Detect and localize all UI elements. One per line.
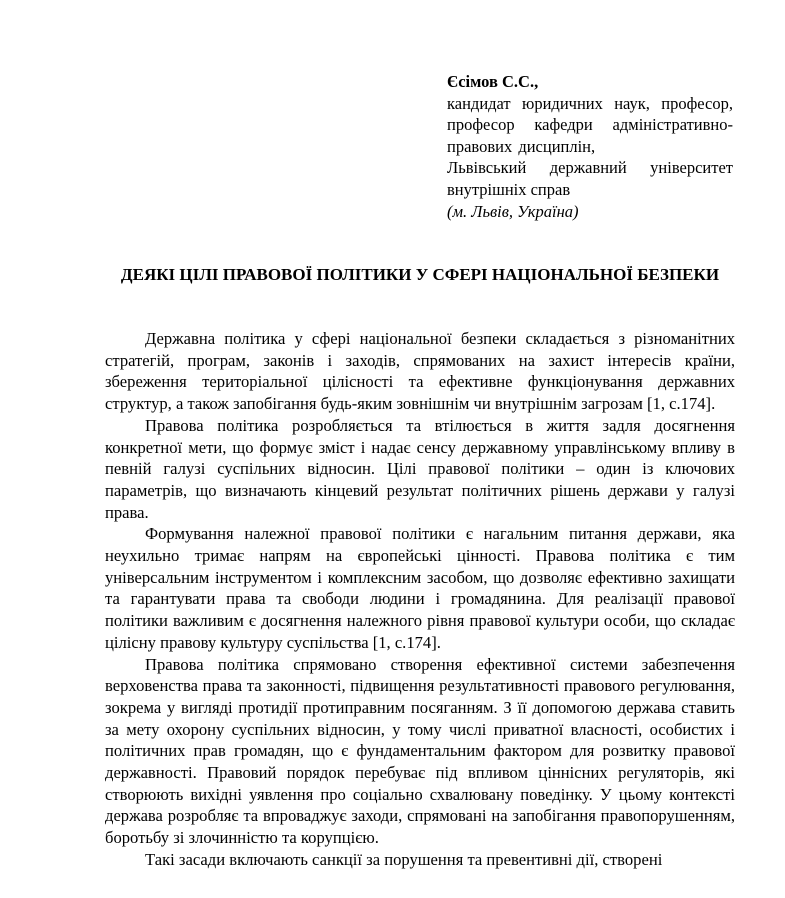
author-name: Єсімов С.С., [447, 72, 539, 91]
author-degree: кандидат юридичних наук, професор, професор кафедри адміністративно-правових дисциплін, [447, 93, 733, 156]
paragraph-4: Правова політика спрямовано створення ефективної системи забезпечення верховенства права та законності, підвищення результативності правового регулювання, зокрема у вигляді протидії протиправним посяганням. З її допомогою держава ставить за мету охорону суспільних відносин, у тому числі приватної власності, особистих і політичних прав громадян, що є фундаментальним фактором для розвитку правової державності. Правовий порядок перебуває під впливом ціннісних регуляторів, які створюють вихідні уявлення про соціально схвалювану поведінку. У цьому контексті держава розробляє та впроваджує заходи, спрямовані на запобігання правопорушенням, боротьбу зі злочинністю та корупцією. [105, 654, 735, 848]
paragraph-3: Формування належної правової політики є нагальним питання держави, яка неухильно тримає напрям на європейські цінності. Правова політика є тим універсальним інструментом і комплексним засобом, що дозволяє ефективно захищати та гарантувати права та свободи людини і громадянина. Для реалізації правової політики важливим є досягнення належного рівня правової культури особи, що складає цілісну правову культуру суспільства [1, с.174]. [105, 524, 735, 652]
paragraph-5-clipped: Такі засади включають санкції за порушення та превентивні дії, створені [145, 849, 663, 869]
author-institution: Львівський державний університет внутрішніх справ [447, 158, 733, 199]
article-title: ДЕЯКІ ЦІЛІ ПРАВОВОЇ ПОЛІТИКИ У СФЕРІ НАЦІОНАЛЬНОЇ БЕЗПЕКИ [120, 265, 720, 284]
article-body [105, 328, 735, 871]
author-location: (м. Львів, Україна) [447, 201, 579, 221]
author-block [447, 71, 733, 222]
paragraph-2: Правова політика розробляється та втілюється в життя задля досягнення конкретної мети, що формує зміст і надає сенсу державному управлінському впливу в певній галузі суспільних відносин. Цілі правової політики – один із ключових параметрів, що визначають кінцевий результат політичних рішень держави у галузі права. [105, 415, 735, 522]
paragraph-1: Державна політика у сфері національної безпеки складається з різноманітних стратегій, програм, законів і заходів, спрямованих на захист інтересів країни, збереження територіальної цілісності та ефективне функціонування державних структур, а також запобігання будь-яким зовнішнім чи внутрішнім загрозам [1, с.174]. [105, 329, 735, 414]
